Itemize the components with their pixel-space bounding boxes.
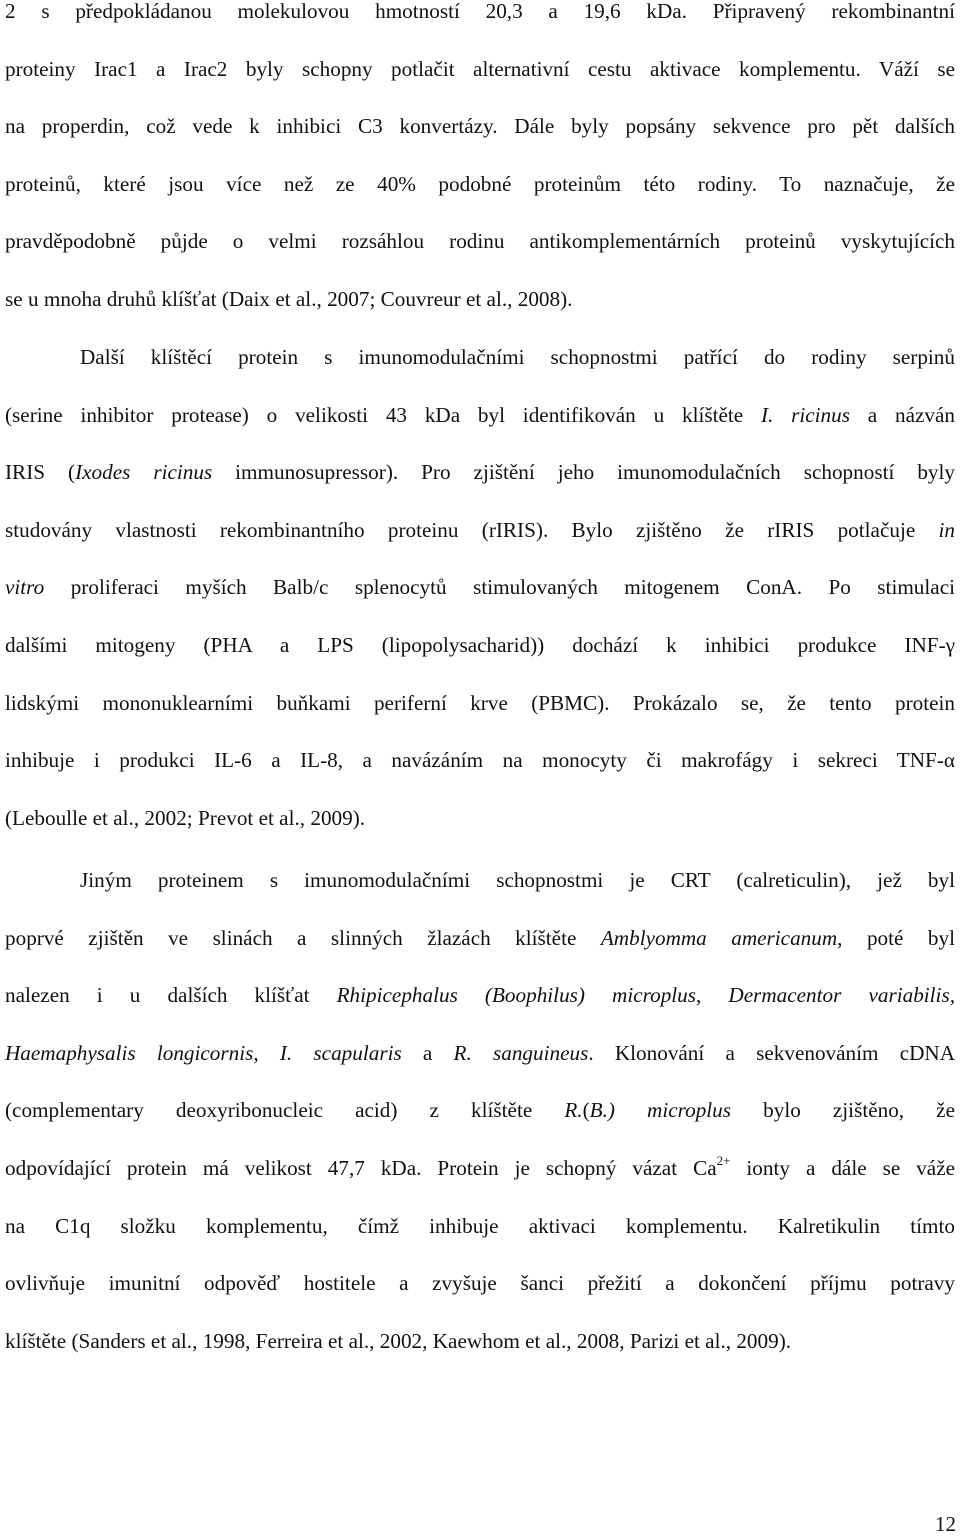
text-run: odpovídající protein má velikost 47,7 kDa. Protein je schopný vázat Ca [5,1155,717,1180]
text-line [5,910,955,968]
text-run: studovány vlastnosti rekombinantního proteinu (rIRIS). Bylo zjištěno že rIRIS potlačuje [5,517,939,542]
text-line: Jiným proteinem s imunomodulačními schopnostmi je CRT (calreticulin), jež byl [80,868,955,892]
text-line: (Leboulle et al., 2002; Prevot et al., 2009). [5,805,366,830]
text-line [5,559,955,617]
species-name: I. ricinus [760,402,850,427]
text-line: na properdin, což vede k inhibici C3 konvertázy. Dále byly popsány sekvence pro pět dalších [5,114,955,139]
text-run: IRIS ( [5,460,76,485]
text-run: proliferaci myších Balb/c splenocytů stimulovaných mitogenem ConA. Po stimulaci [44,575,955,600]
text-line: ovlivňuje imunitní odpověď hostitele a zvyšuje šanci přežití a dokončení příjmu potravy [5,1271,955,1296]
text-run: (complementary deoxyribonucleic acid) z klíštěte [5,1098,565,1123]
text-line: lidskými mononuklearními buňkami periferní krve (PBMC). Prokázalo se, že tento protein [5,690,955,715]
latin-term: vitro [5,575,45,600]
species-name: Ixodes ricinus [75,460,213,485]
latin-term: in [938,517,955,542]
paragraph-3 [5,852,955,1370]
text-line: se u mnoha druhů klíšťat (Daix et al., 2007; Couvreur et al., 2008). [5,286,573,311]
text-line: klíštěte (Sanders et al., 1998, Ferreira et al., 2002, Kaewhom et al., 2008, Parizi et al., 2009). [5,1328,792,1353]
paragraph-1 [5,0,955,329]
species-name: Dermacentor variabilis, [728,983,955,1008]
text-line [5,502,955,560]
superscript: 2+ [716,1152,731,1168]
text-line: proteinů, které jsou více než ze 40% podobné proteinům této rodiny. To naznačuje, že [5,171,955,196]
text-line [5,1140,955,1198]
text-line: Další klíštěcí protein s imunomodulačními schopnostmi patřící do rodiny serpinů [80,345,955,369]
species-name: B. [589,1098,608,1123]
paragraph-2 [5,329,955,847]
text-line: na C1q složku komplementu, čímž inhibuje aktivaci komplementu. Kalretikulin tímto [5,1213,955,1238]
text-run: a názván [850,402,956,427]
text-line [5,444,955,502]
text-run: (serine inhibitor protease) o velikosti 43 kDa byl identifikován u klíštěte [5,402,761,427]
text-run: bylo zjištěno, že [731,1098,955,1123]
species-name: Rhipicephalus (Boophilus) microplus [336,983,697,1008]
page-number: 12 [935,1512,956,1536]
text-line [5,1025,955,1083]
text-run: ionty a dále se váže [730,1155,955,1180]
species-name: R. [564,1098,583,1123]
text-line: 2 s předpokládanou molekulovou hmotností 20,3 a 19,6 kDa. Připravený rekombinantní [5,0,955,23]
text-run: , [696,983,729,1008]
text-line: inhibuje i produkci IL-6 a IL-8, a navázáním na monocyty či makrofágy i sekreci TNF-α [5,748,955,773]
text-run: immunosupressor). Pro zjištění jeho imunomodulačních schopností byly [212,460,955,485]
text-run: a [401,1040,454,1065]
text-line [5,1082,955,1140]
text-line: proteiny Irac1 a Irac2 byly schopny potlačit alternativní cestu aktivace komplementu. Váží se [5,56,955,81]
species-name: R. sanguineus [453,1040,589,1065]
text-run: poprvé zjištěn ve slinách a slinných žlazách klíštěte [5,925,601,950]
text-line: dalšími mitogeny (PHA a LPS (lipopolysacharid)) dochází k inhibici produkce INF-γ [5,632,955,657]
text-run: . Klonování a sekvenováním cDNA [588,1040,956,1065]
text-run: , poté byl [837,925,955,950]
text-run: nalezen i u dalších klíšťat [5,983,337,1008]
text-line [5,387,955,445]
species-name: ) microplus [607,1098,732,1123]
text-line [5,967,955,1025]
text-line: pravděpodobně půjde o velmi rozsáhlou rodinu antikomplementárních proteinů vyskytujících [5,229,955,254]
text-run: ( [582,1098,590,1123]
species-name: Amblyomma americanum [600,925,838,950]
species-name: Haemaphysalis longicornis, I. scapularis [5,1040,402,1065]
